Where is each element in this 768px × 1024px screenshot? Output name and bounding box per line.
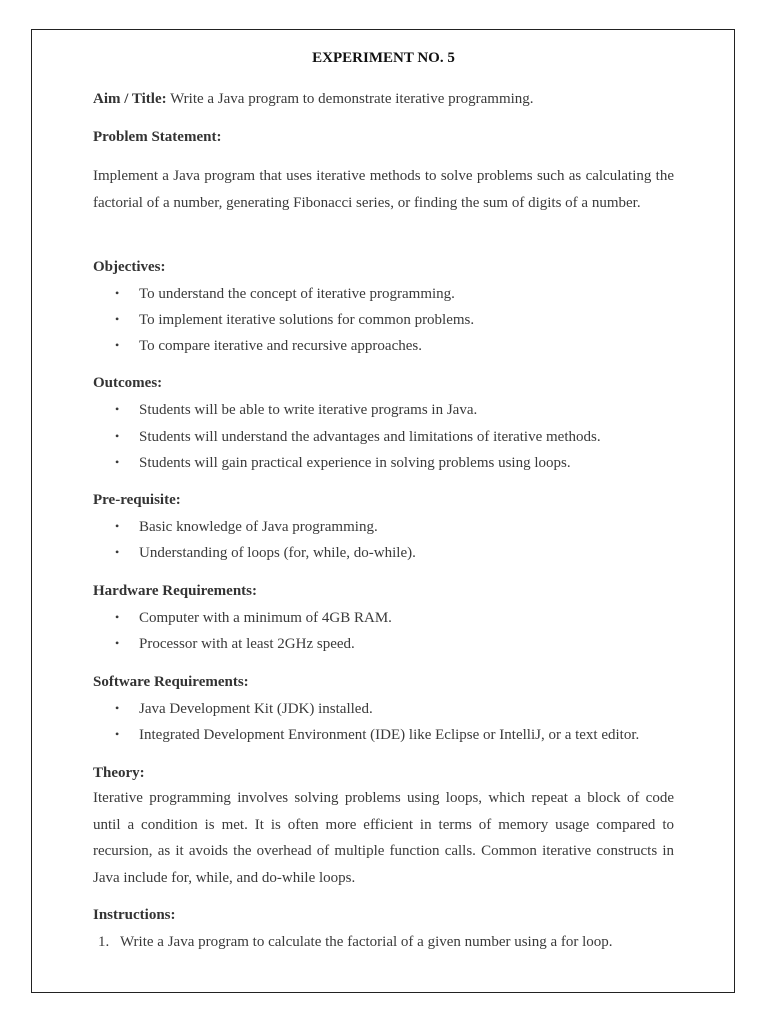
prerequisite-heading: Pre-requisite: [93, 492, 181, 508]
outcome-item: • Students will gain practical experience in solving problems using loops. [115, 452, 571, 473]
bullet-icon: • [115, 312, 120, 326]
outcome-item: • Students will understand the advantages and limitations of iterative methods. [115, 426, 601, 447]
problem-statement-text: Implement a Java program that uses iterative methods to solve problems such as calculating the factorial of a number, generating Fibonacci series, or finding the sum of digits of a number. [93, 168, 674, 211]
bullet-icon: • [115, 610, 120, 624]
hardware-item: • Processor with at least 2GHz speed. [115, 633, 355, 654]
objective-item: • To implement iterative solutions for common problems. [115, 309, 474, 330]
hardware-item: • Computer with a minimum of 4GB RAM. [115, 607, 392, 628]
aim-line [93, 89, 534, 109]
bullet-icon: • [115, 519, 120, 533]
aim-text: Write a Java program to demonstrate iterative programming. [170, 91, 534, 107]
outcome-item: • Students will be able to write iterative programs in Java. [115, 399, 477, 420]
bullet-icon: • [115, 429, 120, 443]
outcomes-heading: Outcomes: [93, 375, 163, 391]
software-item: • Java Development Kit (JDK) installed. [115, 698, 373, 719]
instructions-heading: Instructions: [93, 907, 176, 923]
theory-text: Iterative programming involves solving problems using loops, which repeat a block of code until a condition is met. It is often more efficient in terms of memory usage compared to recursion, as it avoids the overhead of multiple function calls. Common iterative constructs in Java include for, while, and do-while loops. [93, 790, 674, 886]
bullet-icon: • [115, 455, 120, 469]
software-item: • Integrated Development Environment (IDE) like Eclipse or IntelliJ, or a text editor. [115, 724, 639, 745]
problem-statement-heading: Problem Statement: [93, 129, 222, 145]
software-requirements-heading: Software Requirements: [93, 674, 249, 690]
bullet-icon: • [115, 338, 120, 352]
prerequisite-item: • Basic knowledge of Java programming. [115, 516, 378, 537]
instruction-item: 1. Write a Java program to calculate the factorial of a given number using a for loop. [98, 934, 613, 950]
bullet-icon: • [115, 727, 120, 741]
objective-item: • To compare iterative and recursive approaches. [115, 335, 422, 356]
bullet-icon: • [115, 286, 120, 300]
bullet-icon: • [115, 701, 120, 715]
experiment-title: EXPERIMENT NO. 5 [312, 50, 455, 66]
theory-heading: Theory: [93, 765, 145, 781]
objective-item: • To understand the concept of iterative programming. [115, 283, 455, 304]
bullet-icon: • [115, 402, 120, 416]
aim-label: Aim / Title: [93, 91, 167, 107]
bullet-icon: • [115, 636, 120, 650]
bullet-icon: • [115, 545, 120, 559]
prerequisite-item: • Understanding of loops (for, while, do-while). [115, 542, 416, 563]
hardware-requirements-heading: Hardware Requirements: [93, 583, 258, 599]
objectives-heading: Objectives: [93, 259, 166, 275]
